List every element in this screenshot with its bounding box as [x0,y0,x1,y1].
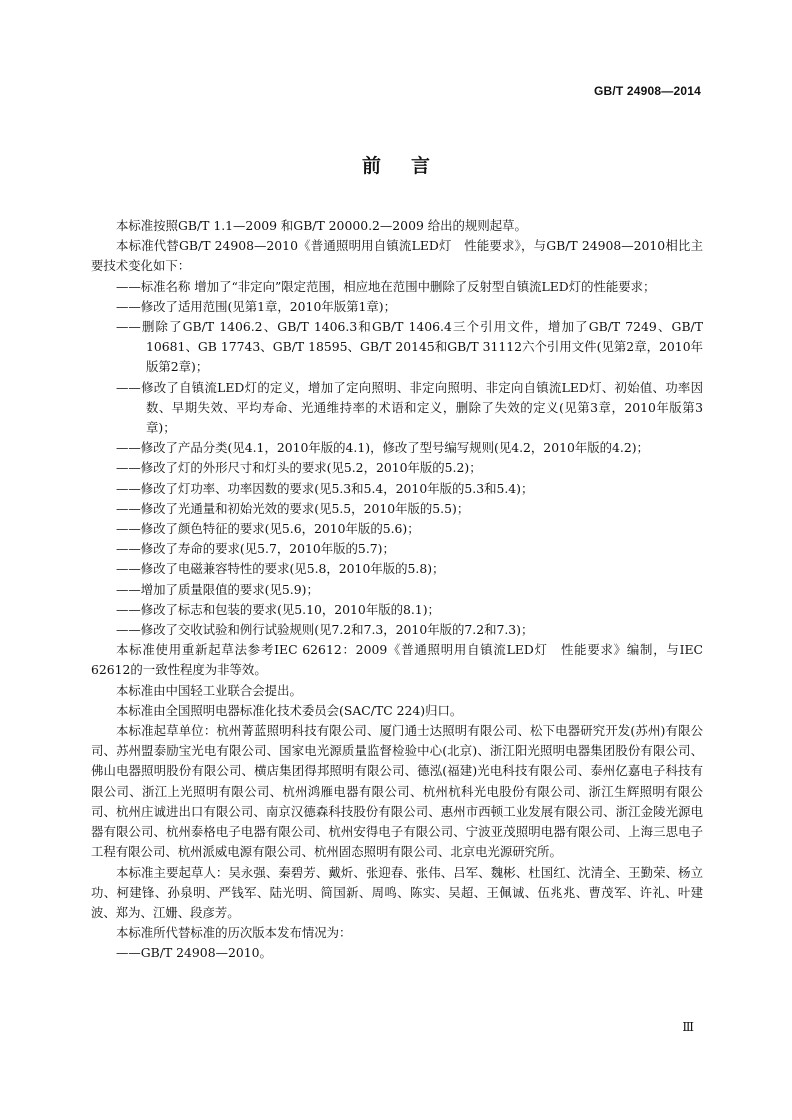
bullet-item: ——修改了适用范围(见第1章，2010年版第1章)； [116,298,396,314]
bullet-item: ——增加了质量限值的要求(见5.9)； [116,581,319,597]
paragraph: 本标准由全国照明电器标准化技术委员会(SAC/TC 224)归口。 [116,702,463,718]
paragraph: 本标准由中国轻工业联合会提出。 [116,682,302,698]
bullet-item: ——修改了寿命的要求(见5.7，2010年版的5.7)； [116,541,395,557]
bullet-item: ——标准名称 增加了“非定向”限定范围，相应地在范围中删除了反射型自镇流LED灯的性能要求； [116,278,656,294]
bullet-item: ——修改了灯的外形尺寸和灯头的要求(见5.2，2010年版的5.2)； [116,460,482,476]
paragraph: 本标准使用重新起草法参考IEC 62612：2009《普通照明用自镇流LED灯 性能要求》编制，与IEC 62612的一致性程度为非等效。 [91,642,703,678]
bullet-item: ——删除了GB/T 1406.2、GB/T 1406.3和GB/T 1406.4三个引用文件，增加了GB/T 7249、GB/T 10681、GB 17743、GB/T 18595、GB/T 20145和GB/T 31112六个引用文件(见第2章，2010年版第2章)； [116,319,703,375]
paragraph: 本标准代替GB/T 24908—2010《普通照明用自镇流LED灯 性能要求》，与GB/T 24908—2010相比主要技术变化如下： [91,238,703,274]
bullet-item: ——修改了颜色特征的要求(见5.6，2010年版的5.6)； [116,521,420,537]
paragraph: 本标准按照GB/T 1.1—2009 和GB/T 20000.2—2009 给出的规则起草。 [116,218,527,233]
bullet-item: ——修改了自镇流LED灯的定义，增加了定向照明、非定向照明、非定向自镇流LED灯、初始值、功率因数、早期失效、平均寿命、光通维持率的术语和定义，删除了失效的定义(见第3章，2010年版第3章)； [116,379,703,436]
paragraph: 本标准所代替标准的历次版本发布情况为： [116,925,352,941]
bullet-item: ——修改了电磁兼容特性的要求(见5.8，2010年版的5.8)； [116,561,445,577]
standard-code-header: GB/T 24908—2014 [593,84,701,98]
document-body [91,216,703,964]
bullet-item: ——修改了产品分类(见4.1，2010年版的4.1)，修改了型号编写规则(见4.2，2010年版的4.2)； [116,440,649,456]
bullet-item: ——修改了灯功率、功率因数的要求(见5.3和5.4，2010年版的5.3和5.4)； [116,480,534,496]
bullet-item: ——修改了标志和包装的要求(见5.10，2010年版的8.1)； [116,601,440,617]
paragraph: 本标准起草单位：杭州菁蓝照明科技有限公司、厦门通士达照明有限公司、松下电器研究开发(苏州)有限公司、苏州盟泰励宝光电有限公司、国家电光源质量监督检验中心(北京)、浙江阳光照明电器集团股份有限公司、佛山电器照明股份有限公司、横店集团得邦照明有限公司、德泓(福建)光电科技有限公司、泰州亿嘉电子科技有限公司、浙江上光照明有限公司、杭州鸿雁电器有限公司、杭州杭科光电股份有限公司、浙江生辉照明有限公司、杭州庄诚进出口有限公司、南京汉德森科技股份有限公司、惠州市西顿工业发展有限公司、浙江金陵光源电器有限公司、杭州泰格电子电器有限公司、杭州安得电子有限公司、宁波亚茂照明电器有限公司、上海三思电子工程有限公司、杭州派威电源有限公司、杭州固态照明有限公司、北京电光源研究所。 [91,723,703,860]
page-number: Ⅲ [682,1020,694,1034]
bullet-item: ——修改了交收试验和例行试验规则(见7.2和7.3，2010年版的7.2和7.3)； [116,622,534,638]
page-title: 前言 [361,155,460,177]
bullet-item: ——GB/T 24908—2010。 [116,945,272,961]
bullet-item: ——修改了光通量和初始光效的要求(见5.5，2010年版的5.5)； [116,500,470,516]
paragraph: 本标准主要起草人：吴永强、秦碧芳、戴炘、张迎春、张伟、吕军、魏彬、杜国红、沈清全、王勤荣、杨立功、柯建锋、孙泉明、严钱军、陆光明、简国新、周鸣、陈实、吴超、王佩诚、伍兆兆、曹茂军、许礼、叶建波、郑为、江姗、段彦芳。 [91,864,703,920]
